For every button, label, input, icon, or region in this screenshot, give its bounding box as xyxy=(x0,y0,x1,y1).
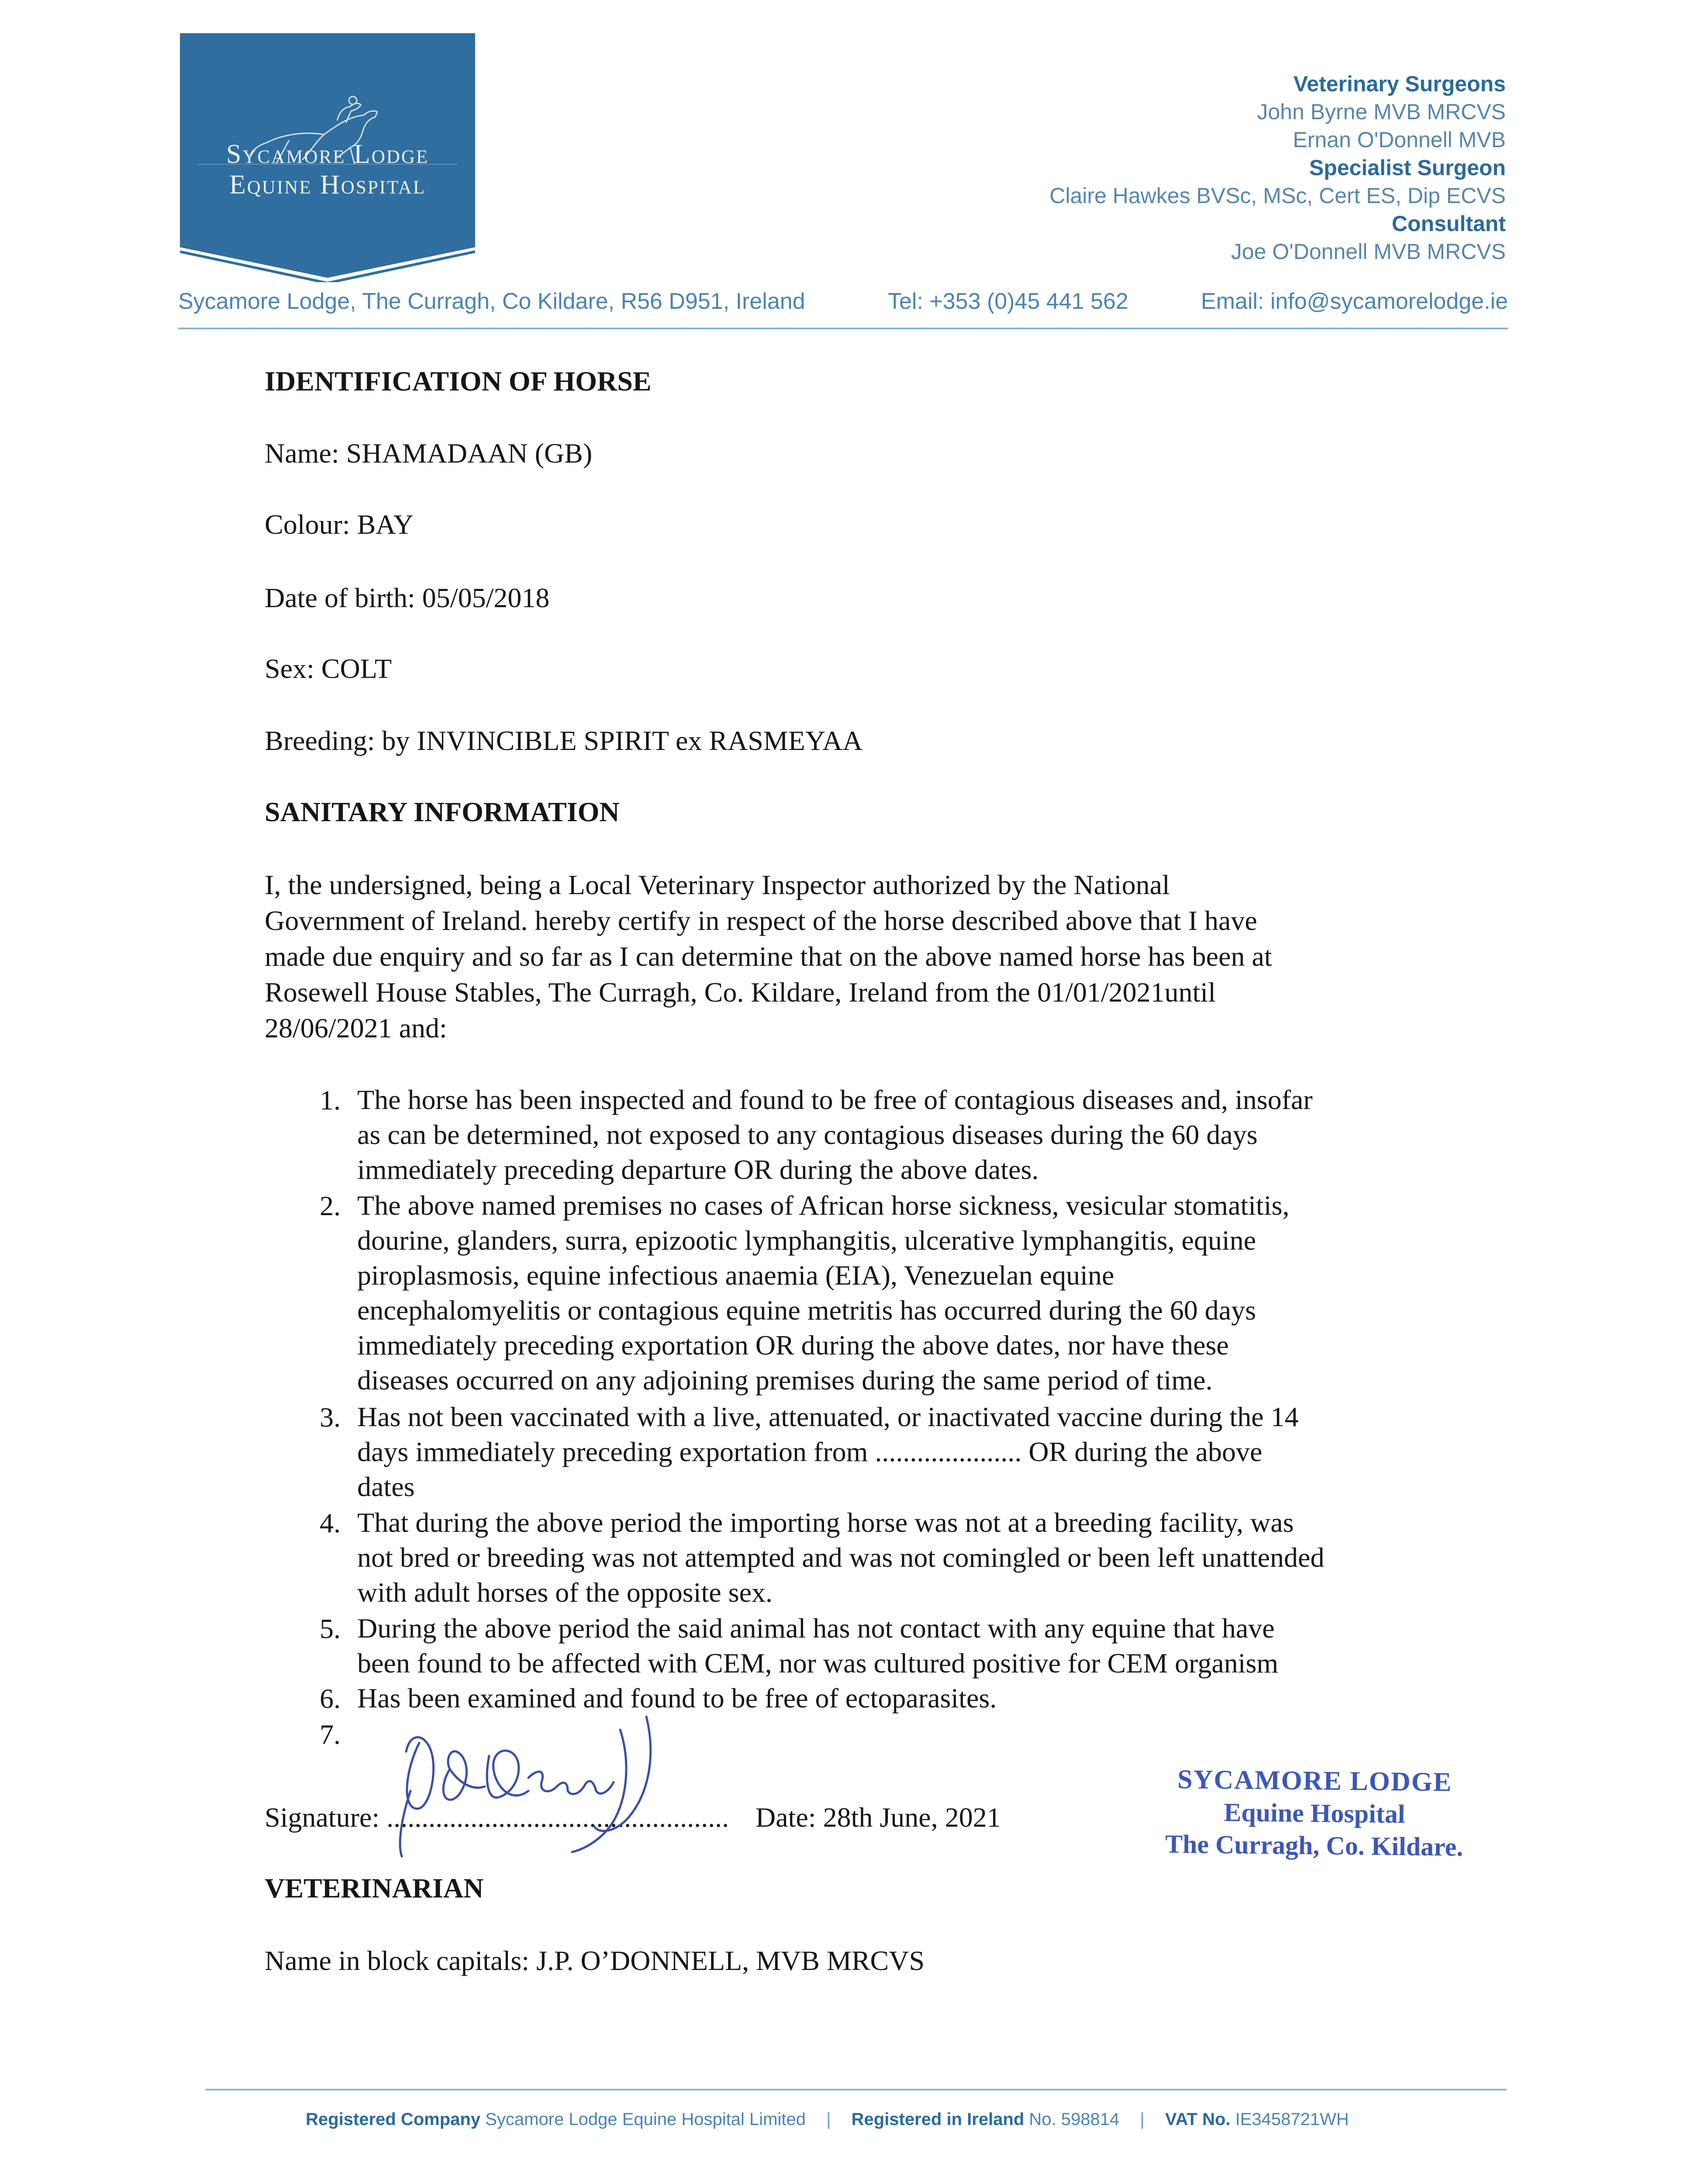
identification-heading: IDENTIFICATION OF HORSE xyxy=(265,366,652,397)
item-line: encephalomyelitis or contagious equine metritis has occurred during the 60 days xyxy=(357,1295,1256,1326)
item-number: 1. xyxy=(320,1085,341,1116)
cert-line: Government of Ireland. hereby certify in respect of the horse described above that I have xyxy=(265,905,1257,936)
stamp-line-2: Equine Hospital xyxy=(1224,1797,1405,1829)
email: Email: info@sycamorelodge.ie xyxy=(1201,289,1508,314)
footer-separator: | xyxy=(1140,2110,1145,2129)
footer-separator: | xyxy=(826,2110,831,2129)
consultant-name: Joe O'Donnell MVB MRCVS xyxy=(1231,239,1506,264)
item-number: 6. xyxy=(320,1683,341,1714)
list-item xyxy=(357,1400,1299,1504)
footer xyxy=(306,2110,1349,2129)
handwritten-signature xyxy=(384,1704,725,1861)
vet-name-2: Ernan O'Donnell MVB xyxy=(1293,128,1506,152)
cert-line: Rosewell House Stables, The Curragh, Co. Kildare, Ireland from the 01/01/2021until xyxy=(265,977,1216,1008)
telephone: Tel: +353 (0)45 441 562 xyxy=(888,289,1128,314)
list-item xyxy=(357,1611,1278,1681)
horse-breeding: Breeding: by INVINCIBLE SPIRIT ex RASMEYAA xyxy=(265,725,863,756)
signature-label: Signature: ................................................. xyxy=(265,1802,729,1833)
item-line: dourine, glanders, surra, epizootic lymphangitis, ulcerative lymphangitis, equine xyxy=(357,1225,1256,1256)
specialist-heading: Specialist Surgeon xyxy=(1309,156,1506,180)
registration-label: Registered in Ireland xyxy=(851,2110,1025,2129)
stamp-line-3: The Curragh, Co. Kildare. xyxy=(1165,1829,1463,1862)
item-line: Has not been vaccinated with a live, attenuated, or inactivated vaccine during the 14 xyxy=(357,1401,1299,1432)
list-item xyxy=(357,1505,1324,1610)
hospital-stamp xyxy=(1148,1763,1481,1863)
registration-number: No. 598814 xyxy=(1029,2110,1120,2129)
item-line: immediately preceding exportation OR during the above dates, nor have these xyxy=(357,1330,1229,1361)
item-line: with adult horses of the opposite sex. xyxy=(357,1577,773,1608)
certification-paragraph xyxy=(265,867,1444,1046)
item-line: as can be determined, not exposed to any contagious diseases during the 60 days xyxy=(357,1119,1258,1150)
item-line: been found to be affected with CEM, nor was cultured positive for CEM organism xyxy=(357,1648,1279,1679)
item-number: 4. xyxy=(320,1507,341,1538)
item-line: Has been examined and found to be free of ectoparasites. xyxy=(357,1683,997,1714)
footer-divider xyxy=(205,2089,1507,2091)
company-name: Sycamore Lodge Equine Hospital Limited xyxy=(485,2110,806,2129)
item-number: 5. xyxy=(320,1613,341,1644)
cert-line: 28/06/2021 and: xyxy=(265,1013,447,1044)
item-line: dates xyxy=(357,1471,415,1502)
vet-name-1: John Byrne MVB MRCVS xyxy=(1257,100,1506,124)
item-line: During the above period the said animal has not contact with any equine that have xyxy=(357,1613,1275,1644)
cert-line: I, the undersigned, being a Local Veterinary Inspector authorized by the National xyxy=(265,869,1170,900)
staff-list xyxy=(1049,70,1506,266)
item-number: 3. xyxy=(320,1402,341,1433)
logo-line-2: Equine Hospital xyxy=(229,170,426,200)
specialist-name: Claire Hawkes BVSc, MSc, Cert ES, Dip ECVS xyxy=(1049,183,1506,208)
consultant-heading: Consultant xyxy=(1391,211,1506,236)
address: Sycamore Lodge, The Curragh, Co Kildare, R56 D951, Ireland xyxy=(178,289,805,314)
signature-date: Date: 28th June, 2021 xyxy=(756,1802,1001,1833)
vets-heading: Veterinary Surgeons xyxy=(1293,72,1506,96)
logo-line-1: Sycamore Lodge xyxy=(226,139,429,169)
item-line: not bred or breeding was not attempted and was not comingled or been left unattended xyxy=(357,1542,1325,1573)
header-divider xyxy=(178,328,1508,329)
item-line: immediately preceding departure OR during the above dates. xyxy=(357,1154,1039,1185)
veterinarian-heading: VETERINARIAN xyxy=(265,1873,484,1904)
item-line: The horse has been inspected and found to be free of contagious diseases and, insofar xyxy=(357,1084,1313,1115)
item-line: days immediately preceding exportation from ..................... OR during the above xyxy=(357,1436,1263,1467)
horse-dob: Date of birth: 05/05/2018 xyxy=(265,582,550,613)
vat-number: IE3458721WH xyxy=(1235,2110,1349,2129)
item-line: That during the above period the importing horse was not at a breeding facility, was xyxy=(357,1507,1294,1538)
vet-block-name: Name in block capitals: J.P. O’DONNELL, MVB MRCVS xyxy=(265,1945,925,1976)
stamp-line-1: SYCAMORE LODGE xyxy=(1177,1764,1452,1797)
horse-name: Name: SHAMADAAN (GB) xyxy=(265,438,593,469)
item-line: diseases occurred on any adjoining premises during the same period of time. xyxy=(357,1365,1213,1396)
list-item xyxy=(357,1082,1313,1187)
company-label: Registered Company xyxy=(306,2110,481,2129)
cert-line: made due enquiry and so far as I can determine that on the above named horse has been at xyxy=(265,941,1272,972)
list-item xyxy=(357,1188,1290,1398)
horse-sex: Sex: COLT xyxy=(265,653,392,684)
horse-colour: Colour: BAY xyxy=(265,509,414,540)
item-number: 7. xyxy=(320,1719,341,1750)
item-line: piroplasmosis, equine infectious anaemia (EIA), Venezuelan equine xyxy=(357,1260,1114,1291)
sanitary-heading: SANITARY INFORMATION xyxy=(265,796,620,827)
item-line: The above named premises no cases of African horse sickness, vesicular stomatitis, xyxy=(357,1190,1290,1221)
vat-label: VAT No. xyxy=(1165,2110,1231,2129)
item-number: 2. xyxy=(320,1190,341,1221)
